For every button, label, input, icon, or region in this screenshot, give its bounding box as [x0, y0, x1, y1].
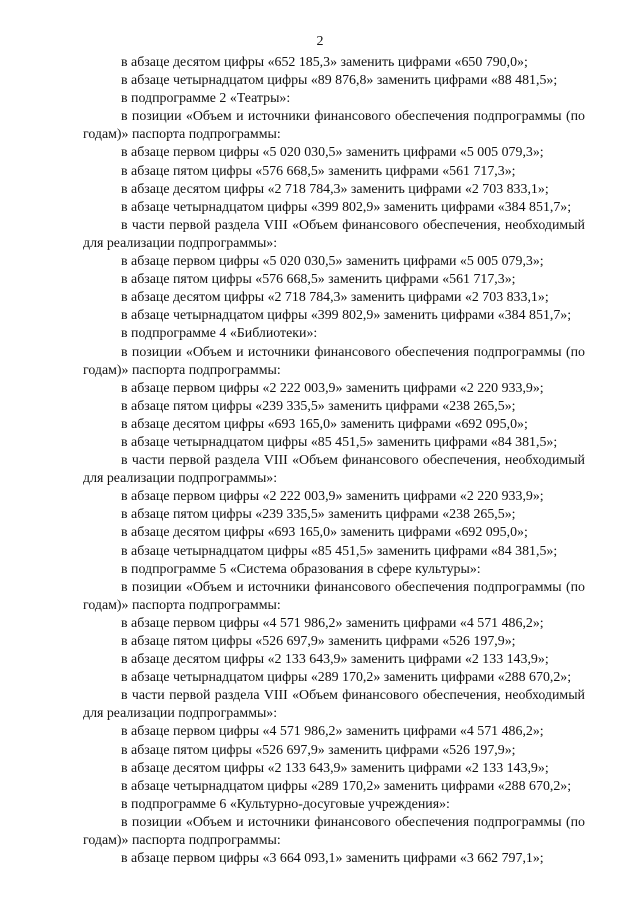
paragraph: в абзаце десятом цифры «2 133 643,9» заменить цифрами «2 133 143,9»;	[121, 652, 549, 668]
paragraph: в абзаце четырнадцатом цифры «89 876,8» заменить цифрами «88 481,5»;	[121, 73, 558, 89]
paragraph: в абзаце пятом цифры «239 335,5» заменить цифрами «238 265,5»;	[121, 398, 516, 414]
paragraph: в абзаце первом цифры «2 222 003,9» заменить цифрами «2 220 933,9»;	[121, 380, 544, 396]
paragraph: в абзаце первом цифры «2 222 003,9» заменить цифрами «2 220 933,9»;	[121, 489, 544, 505]
paragraph: в позиции «Объем и источники финансового обеспечения подпрограммы (по годам)» паспорта подпрограммы:	[83, 344, 585, 378]
paragraph: в абзаце четырнадцатом цифры «85 451,5» заменить цифрами «84 381,5»;	[121, 434, 558, 450]
paragraph: в абзаце четырнадцатом цифры «289 170,2» заменить цифрами «288 670,2»;	[121, 778, 572, 794]
paragraph: в части первой раздела VIII «Объем финансового обеспечения, необходимый для реализации подпрограммы»:	[83, 217, 585, 251]
paragraph: в подпрограмме 6 «Культурно-досуговые учреждения»:	[121, 796, 450, 812]
page-number: 2	[316, 34, 324, 49]
paragraph: в абзаце десятом цифры «2 718 784,3» заменить цифрами «2 703 833,1»;	[121, 181, 549, 197]
paragraph: в абзаце четырнадцатом цифры «399 802,9» заменить цифрами «384 851,7»;	[121, 199, 572, 215]
paragraph: в абзаце десятом цифры «2 718 784,3» заменить цифрами «2 703 833,1»;	[121, 290, 549, 306]
paragraph: в абзаце четырнадцатом цифры «399 802,9» заменить цифрами «384 851,7»;	[121, 308, 572, 324]
paragraph: в абзаце пятом цифры «526 697,9» заменить цифрами «526 197,9»;	[121, 634, 516, 649]
paragraph: в абзаце первом цифры «5 020 030,5» заменить цифрами «5 005 079,3»;	[121, 145, 544, 161]
paragraph: в позиции «Объем и источники финансового обеспечения подпрограммы (по годам)» паспорта подпрограммы:	[83, 814, 585, 849]
paragraph: в абзаце четырнадцатом цифры «85 451,5» заменить цифрами «84 381,5»;	[121, 543, 558, 559]
paragraph: в абзаце пятом цифры «239 335,5» заменить цифрами «238 265,5»;	[121, 507, 516, 523]
paragraph: в абзаце десятом цифры «652 185,3» заменить цифрами «650 790,0»;	[121, 55, 528, 70]
paragraph: в абзаце пятом цифры «576 668,5» заменить цифрами «561 717,3»;	[121, 272, 516, 288]
paragraph: в абзаце десятом цифры «693 165,0» заменить цифрами «692 095,0»;	[121, 525, 528, 541]
paragraph: в абзаце пятом цифры «526 697,9» заменить цифрами «526 197,9»;	[121, 742, 516, 758]
paragraph: в абзаце первом цифры «4 571 986,2» заменить цифрами «4 571 486,2»;	[121, 615, 544, 631]
paragraph: в абзаце пятом цифры «576 668,5» заменить цифрами «561 717,3»;	[121, 163, 516, 179]
paragraph: в абзаце десятом цифры «2 133 643,9» заменить цифрами «2 133 143,9»;	[121, 760, 549, 776]
paragraph: в абзаце десятом цифры «693 165,0» заменить цифрами «692 095,0»;	[121, 416, 528, 432]
paragraph: в позиции «Объем и источники финансового обеспечения подпрограммы (по годам)» паспорта подпрограммы:	[83, 579, 585, 613]
document-body	[83, 54, 585, 868]
paragraph: в части первой раздела VIII «Объем финансового обеспечения, необходимый для реализации подпрограммы»:	[83, 453, 585, 487]
paragraph: в части первой раздела VIII «Объем финансового обеспечения, необходимый для реализации подпрограммы»:	[83, 688, 585, 722]
paragraph: в абзаце первом цифры «5 020 030,5» заменить цифрами «5 005 079,3»;	[121, 254, 544, 270]
paragraph: в абзаце четырнадцатом цифры «289 170,2» заменить цифрами «288 670,2»;	[121, 670, 572, 686]
paragraph: в абзаце первом цифры «3 664 093,1» заменить цифрами «3 662 797,1»;	[121, 851, 544, 867]
paragraph: в абзаце первом цифры «4 571 986,2» заменить цифрами «4 571 486,2»;	[121, 724, 544, 740]
paragraph: в подпрограмме 2 «Театры»:	[121, 91, 291, 107]
paragraph: в подпрограмме 4 «Библиотеки»:	[121, 326, 318, 342]
paragraph: в позиции «Объем и источники финансового обеспечения подпрограммы (по годам)» паспорта подпрограммы:	[83, 109, 585, 143]
paragraph: в подпрограмме 5 «Система образования в сфере культуры»:	[121, 561, 481, 577]
